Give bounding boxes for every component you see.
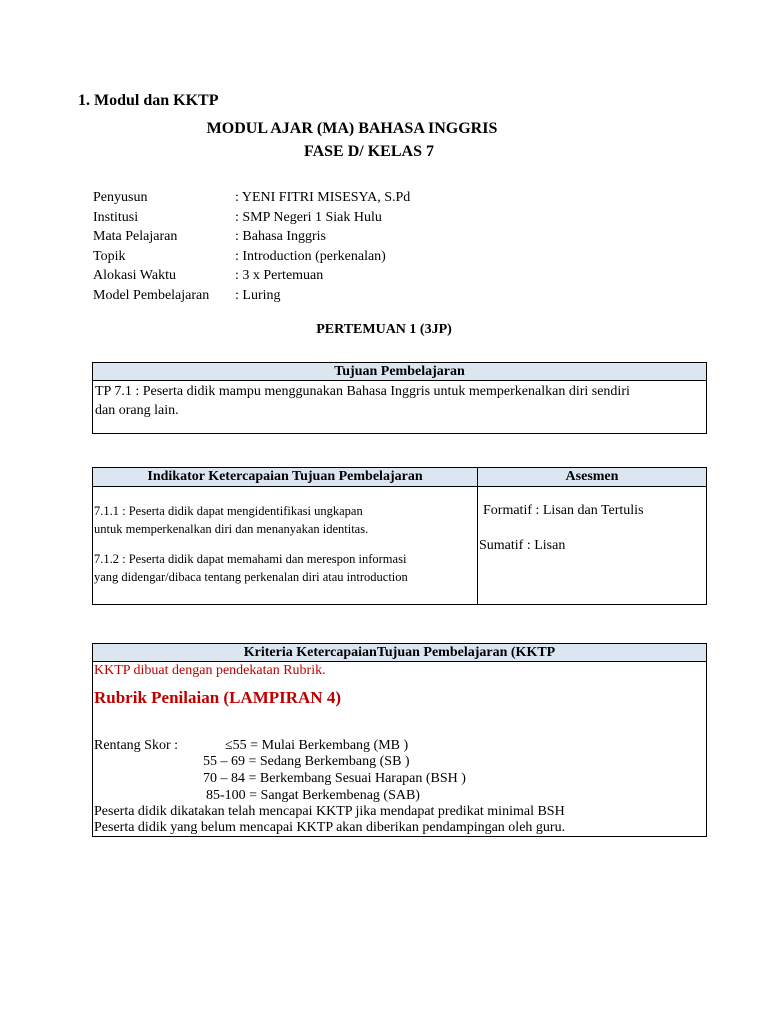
info-row-mata-pelajaran [93,227,410,247]
document-title: MODUL AJAR (MA) BAHASA INGGRIS [206,120,498,137]
range-mb: ≤55 = Mulai Berkembang (MB ) [225,738,409,753]
asesmen-formatif: Formatif : Lisan dan Tertulis [483,503,644,518]
indikator-header-row [93,468,706,487]
indikator-item-1-line1: 7.1.1 : Peserta didik dapat mengidentifikasi ungkapan [94,504,363,518]
identity-info [93,188,410,305]
asesmen-cell [478,487,706,604]
info-value: : 3 x Pertemuan [235,268,324,283]
info-label: Institusi [93,209,139,225]
tujuan-header: Tujuan Pembelajaran [93,363,706,381]
kktp-header: Kriteria KetercapaianTujuan Pembelajaran (KKTP [93,644,706,662]
meeting-title: PERTEMUAN 1 (3JP) [316,322,452,337]
document-subtitle: FASE D/ KELAS 7 [304,143,434,160]
asesmen-header: Asesmen [565,469,619,484]
tujuan-line: TP 7.1 : Peserta didik mampu menggunakan Bahasa Inggris untuk memperkenalkan diri sendiri [95,384,630,399]
tujuan-line: dan orang lain. [95,403,179,418]
info-label: Alokasi Waktu [93,268,176,283]
kktp-body [93,662,706,836]
indikator-cell [93,487,478,604]
indikator-item-1-line2: untuk memperkenalkan diri dan menanyakan identitas. [94,522,369,536]
tujuan-body [93,381,706,421]
range-bsh: 70 – 84 = Berkembang Sesuai Harapan (BSH ) [203,771,466,786]
info-value: : Introduction (perkenalan) [235,248,386,264]
asesmen-sumatif: Sumatif : Lisan [479,538,566,553]
info-row-model-pembelajaran [93,286,410,306]
indikator-item-2-line2: yang didengar/dibaca tentang perkenalan diri atau introduction [94,570,408,584]
info-value: : Bahasa Inggris [235,229,326,244]
indikator-body-row [93,487,706,604]
info-row-alokasi-waktu [93,266,410,286]
info-value: : SMP Negeri 1 Siak Hulu [235,209,382,225]
info-row-institusi [93,208,410,228]
rentang-skor-label: Rentang Skor : [94,738,178,753]
section-heading: 1. Modul dan KKTP [78,92,219,109]
indikator-table [92,467,707,605]
range-sab: 85-100 = Sangat Berkembenag (SAB) [206,788,420,803]
info-row-topik [93,247,410,267]
info-value: : Luring [235,287,281,303]
range-sb: 55 – 69 = Sedang Berkembang (SB ) [203,754,410,769]
info-label: Model Pembelajaran [93,287,210,303]
indikator-header: Indikator Ketercapaian Tujuan Pembelajaran [93,468,478,486]
info-value: : YENI FITRI MISESYA, S.Pd [235,190,411,205]
kktp-note: KKTP dibuat dengan pendekatan Rubrik. [94,663,326,678]
info-label: Mata Pelajaran [93,229,178,244]
tujuan-table [92,362,707,434]
info-label: Topik [93,248,126,264]
rubrik-title: Rubrik Penilaian (LAMPIRAN 4) [94,688,341,707]
kktp-conclusion-2: Peserta didik yang belum mencapai KKTP akan diberikan pendampingan oleh guru. [94,820,566,835]
kktp-conclusion-1: Peserta didik dikatakan telah mencapai KKTP jika mendapat predikat minimal BSH [94,804,565,819]
indikator-item-2-line1: 7.1.2 : Peserta didik dapat memahami dan merespon informasi [94,552,407,566]
info-row-penyusun [93,188,410,208]
info-label: Penyusun [93,190,148,205]
kktp-table [92,643,707,837]
